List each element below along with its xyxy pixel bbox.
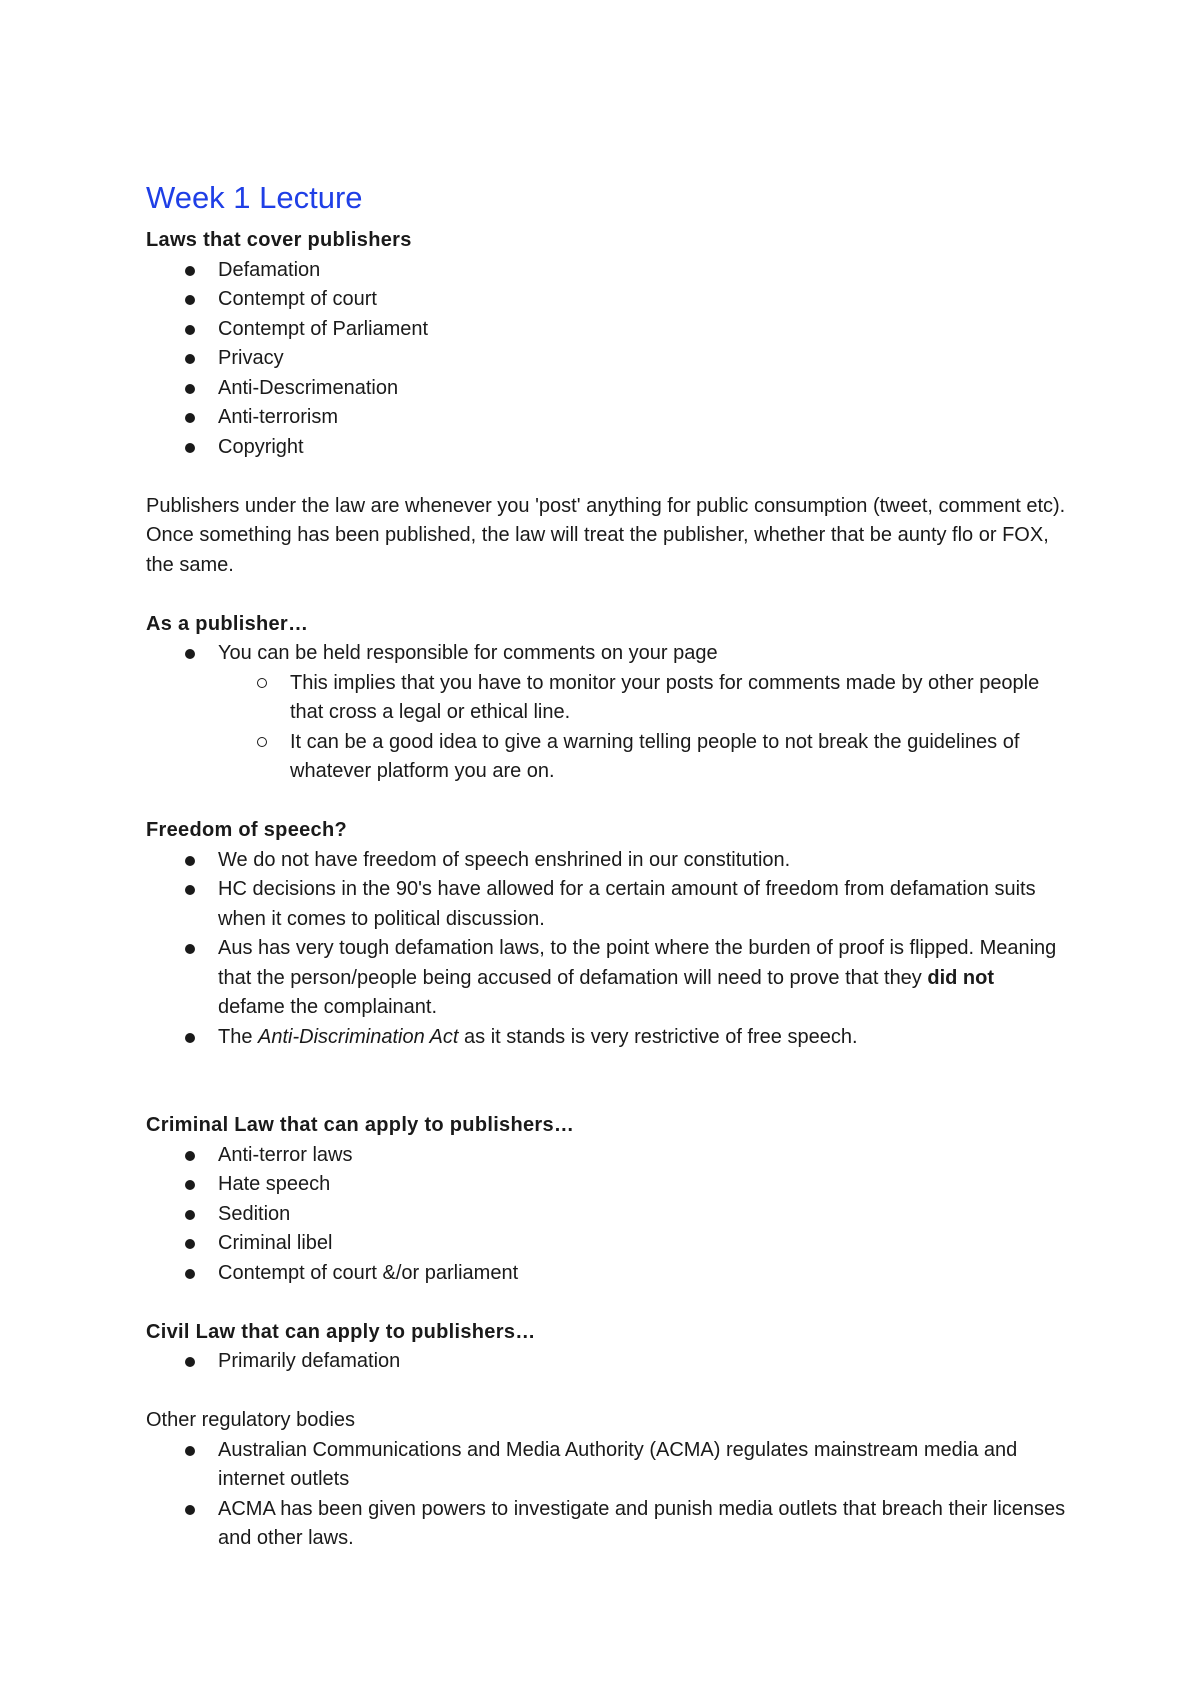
bullet-icon [185,1269,195,1279]
bullet-icon [185,1210,195,1220]
regulatory-list [146,1436,1066,1554]
list-item: Anti-Descrimenation [146,374,1066,404]
laws-list [146,256,1066,463]
document-page [146,178,1066,1554]
list-item: Contempt of court [146,285,1066,315]
act-title: Anti-Discrimination Act [258,1025,459,1048]
bullet-icon [185,1357,195,1367]
list-item: We do not have freedom of speech enshrined in our constitution. [146,846,1066,876]
list-item: Anti-terrorism [146,403,1066,433]
list-item: Hate speech [146,1170,1066,1200]
bullet-icon [185,413,195,423]
list-item: The Anti-Discrimination Act as it stands is very restrictive of free speech. [146,1023,1066,1053]
section-heading-laws: Laws that cover publishers [146,229,412,251]
bullet-icon [185,266,195,276]
bullet-icon [185,1180,195,1190]
sub-list-item: This implies that you have to monitor your posts for comments made by other people that cross a legal or ethical line. [218,669,1066,728]
bullet-icon [185,944,195,954]
section-heading-freedom-of-speech: Freedom of speech? [146,819,347,841]
paragraph-publishers: Publishers under the law are whenever you 'post' anything for public consumption (tweet, comment etc). Once something has been published, the law will treat the publisher, whether that be aunty flo or FOX, the same. [146,494,1066,576]
sub-list [218,669,1066,787]
list-item: Aus has very tough defamation laws, to the point where the burden of proof is flipped. Meaning that the person/people being accused of defamation will need to prove that they did not defame the complainant. [146,934,1066,1023]
section-heading-as-publisher: As a publisher… [146,612,309,635]
freedom-list [146,846,1066,1053]
list-item: HC decisions in the 90's have allowed for a certain amount of freedom from defamation suits when it comes to political discussion. [146,875,1066,934]
bullet-icon [185,1446,195,1456]
bullet-icon [185,649,195,659]
list-item: Primarily defamation [146,1347,1066,1377]
sub-list-item: It can be a good idea to give a warning telling people to not break the guidelines of whatever platform you are on. [218,728,1066,787]
list-item: Anti-terror laws [146,1141,1066,1171]
hollow-bullet-icon [257,678,267,688]
bullet-icon [185,885,195,895]
list-item: Criminal libel [146,1229,1066,1259]
section-heading-regulatory-bodies: Other regulatory bodies [146,1409,356,1431]
list-item: Australian Communications and Media Authority (ACMA) regulates mainstream media and internet outlets [146,1436,1066,1495]
list-item: Privacy [146,344,1066,374]
section-heading-criminal-law: Criminal Law that can apply to publishers… [146,1114,575,1136]
bullet-icon [185,1239,195,1249]
civil-law-list [146,1347,1066,1377]
bullet-icon [185,1505,195,1515]
section-heading-civil-law: Civil Law that can apply to publishers… [146,1320,536,1343]
document-title: Week 1 Lecture [146,180,363,215]
bullet-icon [185,354,195,364]
bullet-icon [185,325,195,335]
emphasis-text: did not [927,966,995,989]
criminal-law-list [146,1141,1066,1289]
list-item: Contempt of court &/or parliament [146,1259,1066,1289]
list-item: Copyright [146,433,1066,463]
list-item: Defamation [146,256,1066,286]
list-item: ACMA has been given powers to investigate and punish media outlets that breach their licenses and other laws. [146,1495,1066,1554]
publisher-list [146,639,1066,787]
list-item: Sedition [146,1200,1066,1230]
list-item: Contempt of Parliament [146,315,1066,345]
bullet-icon [185,1151,195,1161]
bullet-icon [185,1033,195,1043]
list-item: You can be held responsible for comments on your page This implies that you have to monitor your posts for comments made by other people that cross a legal or ethical line. It can be a good idea to give a warning telling people to not break the guidelines of whatever platform you are on. [146,639,1066,787]
bullet-icon [185,384,195,394]
hollow-bullet-icon [257,737,267,747]
bullet-icon [185,295,195,305]
bullet-icon [185,443,195,453]
bullet-icon [185,856,195,866]
